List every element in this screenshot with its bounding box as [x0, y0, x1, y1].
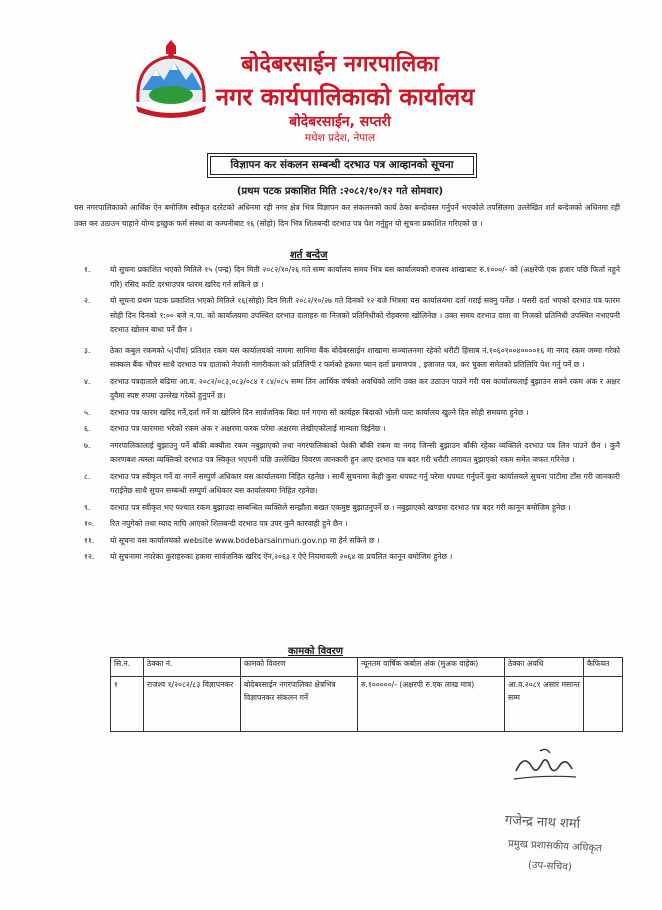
- signatory-subtitle: (उप-सचिव): [527, 859, 573, 874]
- condition-text: यो सुचनामा नपरेका कुराहरुका हकमा सार्वजनिक खरिद ऐन,२०६३ र ऐऐ नियमावली २०६४ वा प्रचलित कानून बमोजिम हुनेछ ।: [110, 552, 453, 561]
- cell-remarks: [584, 677, 623, 732]
- published-date: (प्रथम पटक प्रकाशित मिति :२०८२/१०/१२ गते सोमवार): [236, 186, 444, 197]
- condition-number: ७.: [84, 440, 91, 450]
- condition-number: ८.: [84, 471, 91, 481]
- condition-number: ३.: [84, 345, 91, 355]
- condition-text: ठेका कबुल रकमको ५(पाँच) प्रतिशत रकम यस कार्यालयको नाममा सानिमा बैंक बोदेबरसाईन शाखामा सञ्चालनमा रहेको धरौटी हिसाब नं.१०६०१००४००००१६ मा नगद रकम जम्मा गरेको सक्कल बैंक भौचर साथै दरभाउ पत्र दाताको नेपाली नागरीकता को प्रतिलिपी र फर्मको हकमा प्यान दर्ता प्रमाणपत्र , इजाजत पत्र, कर चुक्ता समेतको प्रतिलिपि पेश गर्नु पर्ने छ ।: [110, 345, 620, 369]
- cell-amount: रु.१०००००/- (अक्षरपी रु.एक लाख मात्र): [358, 677, 505, 732]
- condition-text: दरभाउ पत्र फारम खरिद गर्ने,दर्ता गर्ने वा खोलिने दिन सार्वजनिक बिदा पर्न गएमा सो कार्यहरु बिदाको भोली पल्ट कार्यालय खुल्ने दिन सोही समयमा हुनेछ ।: [110, 407, 529, 417]
- condition-text: रित नपुगेको तथा म्याद नाघि आएको शिलबन्दी दरभाउ पत्र उपर कुनै कारवाही हुने छैन ।: [110, 519, 348, 528]
- condition-text: दरभाउ पत्र स्वीकृत भए पश्चात रकम बुझाउदा सम्बन्धित व्यक्तिले सम्झौता बखत एकमुष्ट बुझाउनुपर्ने छ । नबुझाएको खण्डमा दरभाउ पत्र बदर गरी कानून बमोजिम हुनेछ ।: [110, 502, 571, 512]
- condition-text: यो सूचना यस कार्यालयको website www.bodebarsainmun.gov.np मा हेर्न सकिने छ ।: [110, 535, 380, 545]
- column-header: कैफियत: [584, 658, 623, 677]
- condition-number: ४.: [84, 376, 91, 386]
- condition-item: [84, 294, 620, 338]
- condition-item: [84, 422, 620, 437]
- notice-title: विज्ञापन कर संकलन सम्बन्धी दरभाउ पत्र आव्हानको सूचना: [210, 156, 474, 175]
- conditions-list: [84, 263, 620, 565]
- condition-item: [84, 501, 620, 516]
- condition-item: [84, 263, 620, 292]
- office-name: बोदेबरसाईन नगरपालिका: [241, 52, 439, 77]
- condition-item: [84, 550, 620, 565]
- column-header: सि.न.: [111, 658, 144, 677]
- condition-text: यो सूचना प्रथम पटक प्रकाशित भएको मितिले १६(सोहो) दिन मिती २०८२/१०/२७ गते दिनको १२ बजे भित्रमा यस कार्यालयमा दर्ता गराई सक्नु पर्नेछ । यसरी दर्ता भएको दरभाउ पत्र फारम सोही दिन दिनको १:०० बजे न.पा. को कार्यालयमा उपस्थित दरभाउ दाताहरु वा निजको प्रतिनिधीको रोहबरमा खोलिनेछ । उक्त समय दरभाउ दाता वा निजको प्रतिनिधी उपस्थित नभएपनी दरभाउ खोलन बाधा पर्ने छैन ।: [110, 296, 620, 334]
- condition-item: [84, 439, 620, 468]
- table-row: [111, 677, 623, 732]
- condition-number: ९.: [84, 502, 91, 512]
- condition-text: दरभाउ पत्र फारममा भरेको रकम अंक र अक्षरमा फरक परेमा अक्षरमा लेखीएकोलाई मान्यता दिईनेछ ।: [110, 424, 386, 433]
- condition-number: २.: [84, 296, 91, 305]
- condition-number: १.: [84, 265, 91, 274]
- signature-icon: [510, 745, 580, 785]
- cell-sn: १: [111, 677, 144, 732]
- office-address: बोदेबरसाईन, सप्तरी: [289, 114, 391, 130]
- intro-paragraph: यस नगरपालिकाको आर्थिक ऐन बमोजिम स्वीकृत दररेटको अधिनमा रही नगर क्षेत्र भित्र विज्ञापन कर संकलनको कार्य ठेका बन्दोवस्त गर्नुपर्ने भएकोले तपसिलमा उल्लेखित शर्त बन्देजको अधिनमा रही उक्त कर उठाउन चाहाने योग्य इच्छुक फर्म संस्था वा कम्पनीबाट १६ (सोहो) दिन भित्र शिलबन्दी दरभाउ पत्र पेश गर्नुहुन यो सूचना प्रकाशित गरिएको छ ।: [74, 203, 620, 228]
- condition-item: [84, 375, 620, 404]
- column-header: न्यूनतम वार्षिक कबोल अंक (मुअक वाहेक): [358, 658, 505, 677]
- condition-item: [84, 470, 620, 499]
- column-header: ठेक्का नं.: [144, 658, 241, 677]
- work-table: [110, 657, 623, 732]
- condition-number: ५.: [84, 407, 91, 417]
- condition-number: ११.: [84, 535, 95, 545]
- condition-number: १०.: [84, 519, 95, 528]
- work-heading: कामको विवरण: [288, 646, 344, 657]
- column-header: ठेक्का अवधि: [505, 658, 584, 677]
- condition-number: १२.: [84, 552, 95, 561]
- office-subtitle: नगर कार्यपालिकाको कार्यालय: [215, 83, 475, 111]
- conditions-heading: शर्त बन्देज: [290, 250, 328, 261]
- condition-text: दरभाउ पत्र स्वीकृत गर्ने वा नगर्ने सम्पुर्ण अधिकार यस कार्यालयमा निहित रहनेछ । सार्थै सुचनामा केही कुरा थपघट गर्नु परेमा थपघट गर्नुपर्ने कुरा कार्यालयले सुचना पाटीमा टाँस गरी जानकारी गराईनेछ साथै सुचन सम्बन्धी सम्पुर्ण अधिकार यस कार्यालयमा निहित रहनेछ।: [110, 471, 620, 495]
- condition-text: नगरपालिकालाई बुझाउनु पर्ने बाँकी बक्यौता रकम नबुझाएको तथा नगरपालिकाको पेश्की बाँकी रकम वा नगद जिन्सी बुझाउन बाँकी रहेका व्यक्तिले दरभाउ पत्र लिन पाउने छैन । कुनै कारणबश त्यस्ता व्यक्तिको दरभाउ पत्र स्विकृत भएपनी पछि उल्लेखित विवरण जानकारी हुन आए दरभाउ पत्र बदर गरी धरौटी लगायत बुझाएको रकम समेत जफत गरिनेछ ।: [110, 440, 620, 464]
- condition-text: दरभाउ पत्रदाताले बढिमा आ.व. २०८२/०८३,०८३/०८४ र ८४/०८५ सम्म तिन आर्थिक वर्षको अवधिको लागि उक्त कर उठाउन पाउने गरी यस कार्यालयलाई बुझाउन सक्ने रकम अंक र अक्षर दुवैमा स्पष्ट रुपमा उल्लेख गरेको हुनुपर्ने छ।: [110, 376, 620, 400]
- signatory-title: प्रमुख प्रशासकीय अधिकृत: [507, 838, 603, 855]
- cell-contract: राजश्व १/२०८२/८३ विज्ञापनकर: [144, 677, 241, 732]
- table-header-row: [111, 658, 623, 677]
- cell-description: बोदेबरसाईन नगरपालिका क्षेत्रभित्र विज्ञापनकर संकलन गर्ने: [241, 677, 358, 732]
- column-header: कामको विवरण: [241, 658, 358, 677]
- condition-item: [84, 344, 620, 373]
- condition-item: [84, 517, 620, 532]
- condition-item: [84, 534, 620, 549]
- condition-item: [84, 406, 620, 421]
- condition-number: ६.: [84, 424, 91, 433]
- condition-text: यो सुचना प्रकाशित भएको मितिले १५ (पन्द्र) दिन मिती २०८२/१०/२६ गते सम्म कार्यालय समय भित्र यस कार्यालयको राजस्व शाखाबाट रु.१०००/- को (अक्षरेपी एक हजार पछि फिर्ता नहुने गरि) रसिद काटि दरभाउपत्र फारम खरिद गर्न सकिने छ ।: [110, 265, 620, 289]
- cell-period: आ.व.२०८१ असार मसान्त सम्म: [505, 677, 584, 732]
- office-province: मधेश प्रदेश, नेपाल: [304, 132, 376, 144]
- signatory-name: गजेन्द्र नाथ शर्मा: [504, 813, 581, 832]
